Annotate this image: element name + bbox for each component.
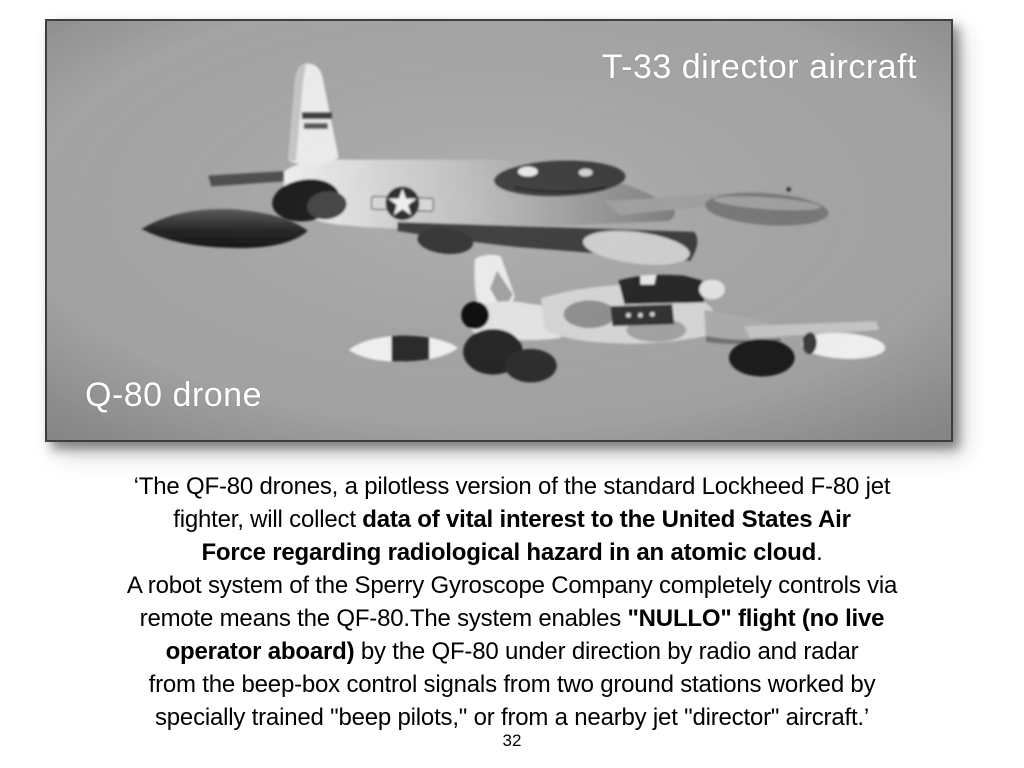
caption-run: .: [816, 539, 823, 566]
page-number: 32: [502, 731, 522, 750]
caption-run: by the QF-80 under direction by radio and radar: [354, 638, 859, 665]
caption-line: [0, 470, 1024, 503]
caption-line: [0, 536, 1024, 569]
label-q80-drone: Q-80 drone: [85, 375, 262, 414]
caption-run-bold: "NULLO" flight (no live: [627, 605, 885, 632]
caption-text: [0, 470, 1024, 734]
caption-line: [0, 503, 1024, 536]
caption-run: specially trained "beep pilots," or from a nearby jet "director" aircraft.’: [154, 704, 870, 731]
caption-run-bold: operator aboard): [165, 638, 355, 665]
caption-run-bold: Force regarding radiological hazard in an atomic cloud: [201, 539, 817, 566]
caption-run: fighter, will collect: [173, 506, 363, 533]
caption-line: [0, 602, 1024, 635]
caption-line: [0, 635, 1024, 668]
caption-line: [0, 668, 1024, 701]
caption-run: from the beep-box control signals from two ground stations worked by: [148, 671, 876, 698]
caption-run: remote means the QF-80.The system enables: [139, 605, 628, 632]
label-t33-director-aircraft: T-33 director aircraft: [601, 48, 917, 86]
caption-run: ‘The QF-80 drones, a pilotless version of the standard Lockheed F-80 jet: [133, 473, 891, 500]
caption-line: [0, 569, 1024, 602]
caption-run-bold: data of vital interest to the United States Air: [362, 506, 851, 533]
formation-photo: [45, 19, 953, 442]
caption-line: [0, 701, 1024, 734]
caption-run: A robot system of the Sperry Gyroscope Company completely controls via: [126, 572, 898, 599]
